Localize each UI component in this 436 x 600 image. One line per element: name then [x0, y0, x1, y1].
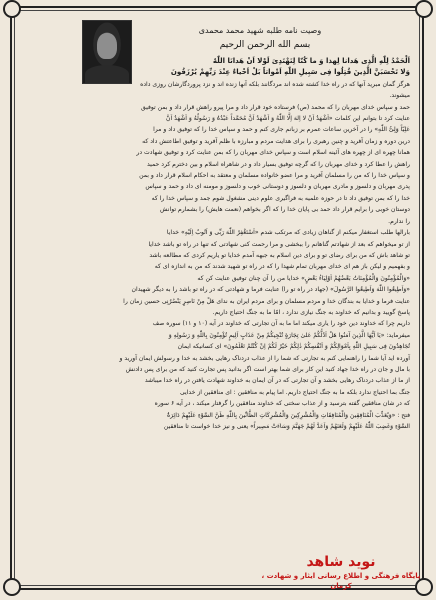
body-text-line: تو شاهد باش که من برای رضای تو و برای دین اسلام به جبهه آمدم خدایا تو یاریم کردی که مطالعه باشد — [149, 251, 410, 259]
corner-ornament — [3, 0, 21, 18]
watermark-subtitle: پایگاه فرهنگی و اطلاع رسانی ایثار و شهادت ، کرمان — [261, 572, 421, 590]
body-text-line: از تو میخواهم که بعد از شهادتم گناهانم را ببخشی و مرا رحمت کنی شهادتی که تنها در راه تو باشد خدایا — [148, 240, 410, 248]
body-text-line: میفرماید: «یَا اَیُّهَا الَّذِینَ آمَنُوا هَلْ اَدُلُّکُمْ عَلیٰ تِجَارَةٍ تُنْجِیکُمْ مِنْ عَذَابٍ اَلِیمٍ تُؤْمِنُونَ بِاللّٰهِ وَ رَسُولِهِ وَ — [168, 331, 410, 339]
body-text-line: پاسخ گویید و بدانیم که خداوند به جنگ نیازی ندارد ، امّا ما به جنگ احتیاج داریم. — [212, 308, 410, 316]
watermark-title: نوید شاهد — [306, 554, 376, 570]
body-text-line: بارالها طلب استغفار میکنم از گناهان زیادی که مرتکب شدم «اَسْتَغْفِرُ اللّٰهَ رَبِّی وَ اَتُوبُ اِلَیْهِ» خدایا — [166, 229, 410, 237]
body-text-line: هرگز گمان مبرید آنها که در راه خدا کشته شده اند مردگانند بلکه آنها زنده اند و نزد پروردگارشان روزی داده — [140, 80, 410, 88]
body-text-line: میشوند. — [389, 92, 410, 100]
body-text-line: اَلْحَمْدُ لِلّٰهِ الَّذِی هَدانا لِهذا وَ ما کُنّا لِنَهْتَدِیَ لَوْلا اَنْ هَدانَا اللّٰهُ — [212, 57, 410, 65]
body-text-line: دوستان خوبی را برایم قرار داد حمد بی پایان خدا را که اگر بخواهم (نعمت هایش) را بشمارم توانش — [160, 206, 410, 214]
site-watermark-logo — [250, 553, 432, 597]
body-text-line: با مال و جان در راه خدا جهاد کنید این کار برای شما بهتر است اگر بدانید پس تجارت کنید که من برای پس دادنش — [125, 365, 410, 373]
body-text-line: وَلا تَحْسَبَنَّ الَّذِینَ قُتِلُوا فِی سَبِیلِ اللّٰهِ اَمْواتاً بَلْ اَحْیاءٌ عِنْدَ رَبِّهِمْ یُرْزَقُونَ — [170, 68, 410, 77]
body-text-line: داریم چرا که خداوند دین خود را یاری میکند اما ما به آن تجارتی که خداوند در آیه (۱۰ و ۱۱) سوره صف — [152, 320, 410, 328]
body-text-line: خدا را که بمن توفیق داد تا در حوزه علمیه به فراگیری علوم دینی مشغول شوم جمد و سپاس خدا را که — [151, 194, 410, 202]
body-text-line: همانا چهره ای از چهره های آئینه اسلام است و سپاس خدای مهربان را که بمن عنایت کرد و توفیق شهادت در — [136, 149, 410, 157]
body-text-line: عَلِیّاً وَلِیُّ اللّٰهِ» را در آخرین ساعات عمرم بر زبانم جاری کنم و حمد و سپاس خدا را که توفیق داد و مرا — [153, 126, 410, 134]
body-text-line: را ندارم. — [388, 217, 410, 225]
body-text-line: تُجَاهِدُونَ فِی سَبِیلِ اللّٰهِ بِاَمْوَالِکُمْ وَ اَنْفُسِکُمْ ذٰلِکُمْ خَیْرٌ لَکُمْ اِنْ کُنْتُمْ تَعْلَمُونَ» ای کسانیکه ایمان — [177, 343, 410, 351]
body-text-line: السَّوْءِ وَغَضِبَ اللّٰهُ عَلَیْهِمْ وَلَعَنَهُمْ وَاَعَدَّ لَهُمْ جَهَنَّمَ وَسَاءَتْ مَصِیراً» یعنی و نیز خدا خواست تا منافقین — [163, 423, 410, 430]
body-text-line: جنگ بما احتیاج ندارد بلکه ما به جنگ احتیاج داریم. اما پیام به منافقین : ای منافقین از خدایی — [179, 388, 410, 396]
body-text-line: فتح : «وَیُعَذِّبَ الْمُنَافِقِینَ وَالْمُنَافِقَاتِ وَالْمُشْرِکِینَ وَالْمُشْرِکَاتِ الظَّانِّینَ بِاللّٰهِ ظَنَّ السَّوْءِ عَلَیْهِمْ دَائِرَةُ — [166, 411, 410, 419]
body-text-line: درین دوره و زمان آفرید و چنین رهبری را برای هدایت مردم و مبارزه با ظلم آفرید و توفیق اطاعتش داد که — [142, 137, 410, 145]
body-text-line: و بفهمیم و لیکن باز هم ای خدای مهربان تمام شهدا را که در راه تو شهید شدند که من به اندازه ای که — [154, 263, 410, 271]
corner-ornament — [3, 578, 21, 596]
basmala-heading: بسم الله الرحمن الرحیم — [219, 40, 311, 50]
body-text-line: «وَاَطِیعُوا اللّٰهَ وَاَطِیعُوا الرَّسُولَ» (جهاد در راه تو را) عنایت فرما و شهادتی که در راه تو باشد را به دیگر شهیدان — [131, 286, 410, 294]
body-text-line: و سپاس خدا را که من را مسلمان آفرید و مرا عضو خانواده مسلمان و معتقد به احکام اسلام قرار داد و بمن — [139, 172, 410, 180]
body-text-line: حمد و سپاس خدای مهربان را که محمد (ص) فرستاده خود قرار داد و مرا پیرو راهش قرار داد و بمن توفیق — [141, 103, 410, 111]
body-text-line: عنایت فرما و خدایا به بندگان خدا و مردم مسلمان و برای مردم ایران به ندای هَلْ مِنْ نَاصِرٍ یَنْصُرُنِی حسین زمان را — [123, 297, 410, 305]
body-text-line: «وَالْمُؤْمِنُونَ وَالْمُؤْمِنَاتُ بَعْضُهُمْ اَوْلِیَاءُ بَعْضٍ» خدایا من را آن چنان توفیق عنایت کن که — [197, 274, 410, 282]
body-text-line: عنایت کرد تا بتوانم این کلمات «اَشْهَدُ اَنْ لا اِلهَ اِلَّا اللّٰهُ وَ اَشْهَدُ اَنَّ مُحَمَّداً عَبْدُهُ وَ رَسُولُهُ وَ اَشْهَدُ اَنَّ — [166, 115, 410, 123]
body-text-line: از ما از عذاب دردناک رهایی بخشد و آن تجارتی که در آن ایمان به خداوند شهادت یافتن در راه خدا میباشد — [144, 377, 410, 385]
body-text-line: پدری مهربان و دلسوز و مادری مهربان و دلسوز و دوستانی خوب و دلسوز و مومنه ای داد و حمد و سپاس — [145, 183, 410, 191]
document-title: وصیت نامه طلبه شهید محمد محمدی — [198, 26, 322, 35]
testament-body-text — [30, 56, 410, 556]
body-text-line: که در شان منافقین گفته بترسید و از عذاب سختی که خداوند منافقین را گرفتار میکند ، در آیه ۶ سوره — [154, 400, 410, 408]
corner-ornament — [415, 0, 433, 18]
body-text-line: آورده اید آیا شما را راهنمایی کنم به تجارتی که شما را از عذاب دردناک رهایی بخشد به خدا و رسولش ایمان آورید و — [119, 354, 410, 362]
body-text-line: راهش را عطا کرد و خدای مهربان را که گرچه توفیق بسیار داد و در شاهراه اسلام و بین دخترم کرد حمید — [146, 160, 410, 168]
